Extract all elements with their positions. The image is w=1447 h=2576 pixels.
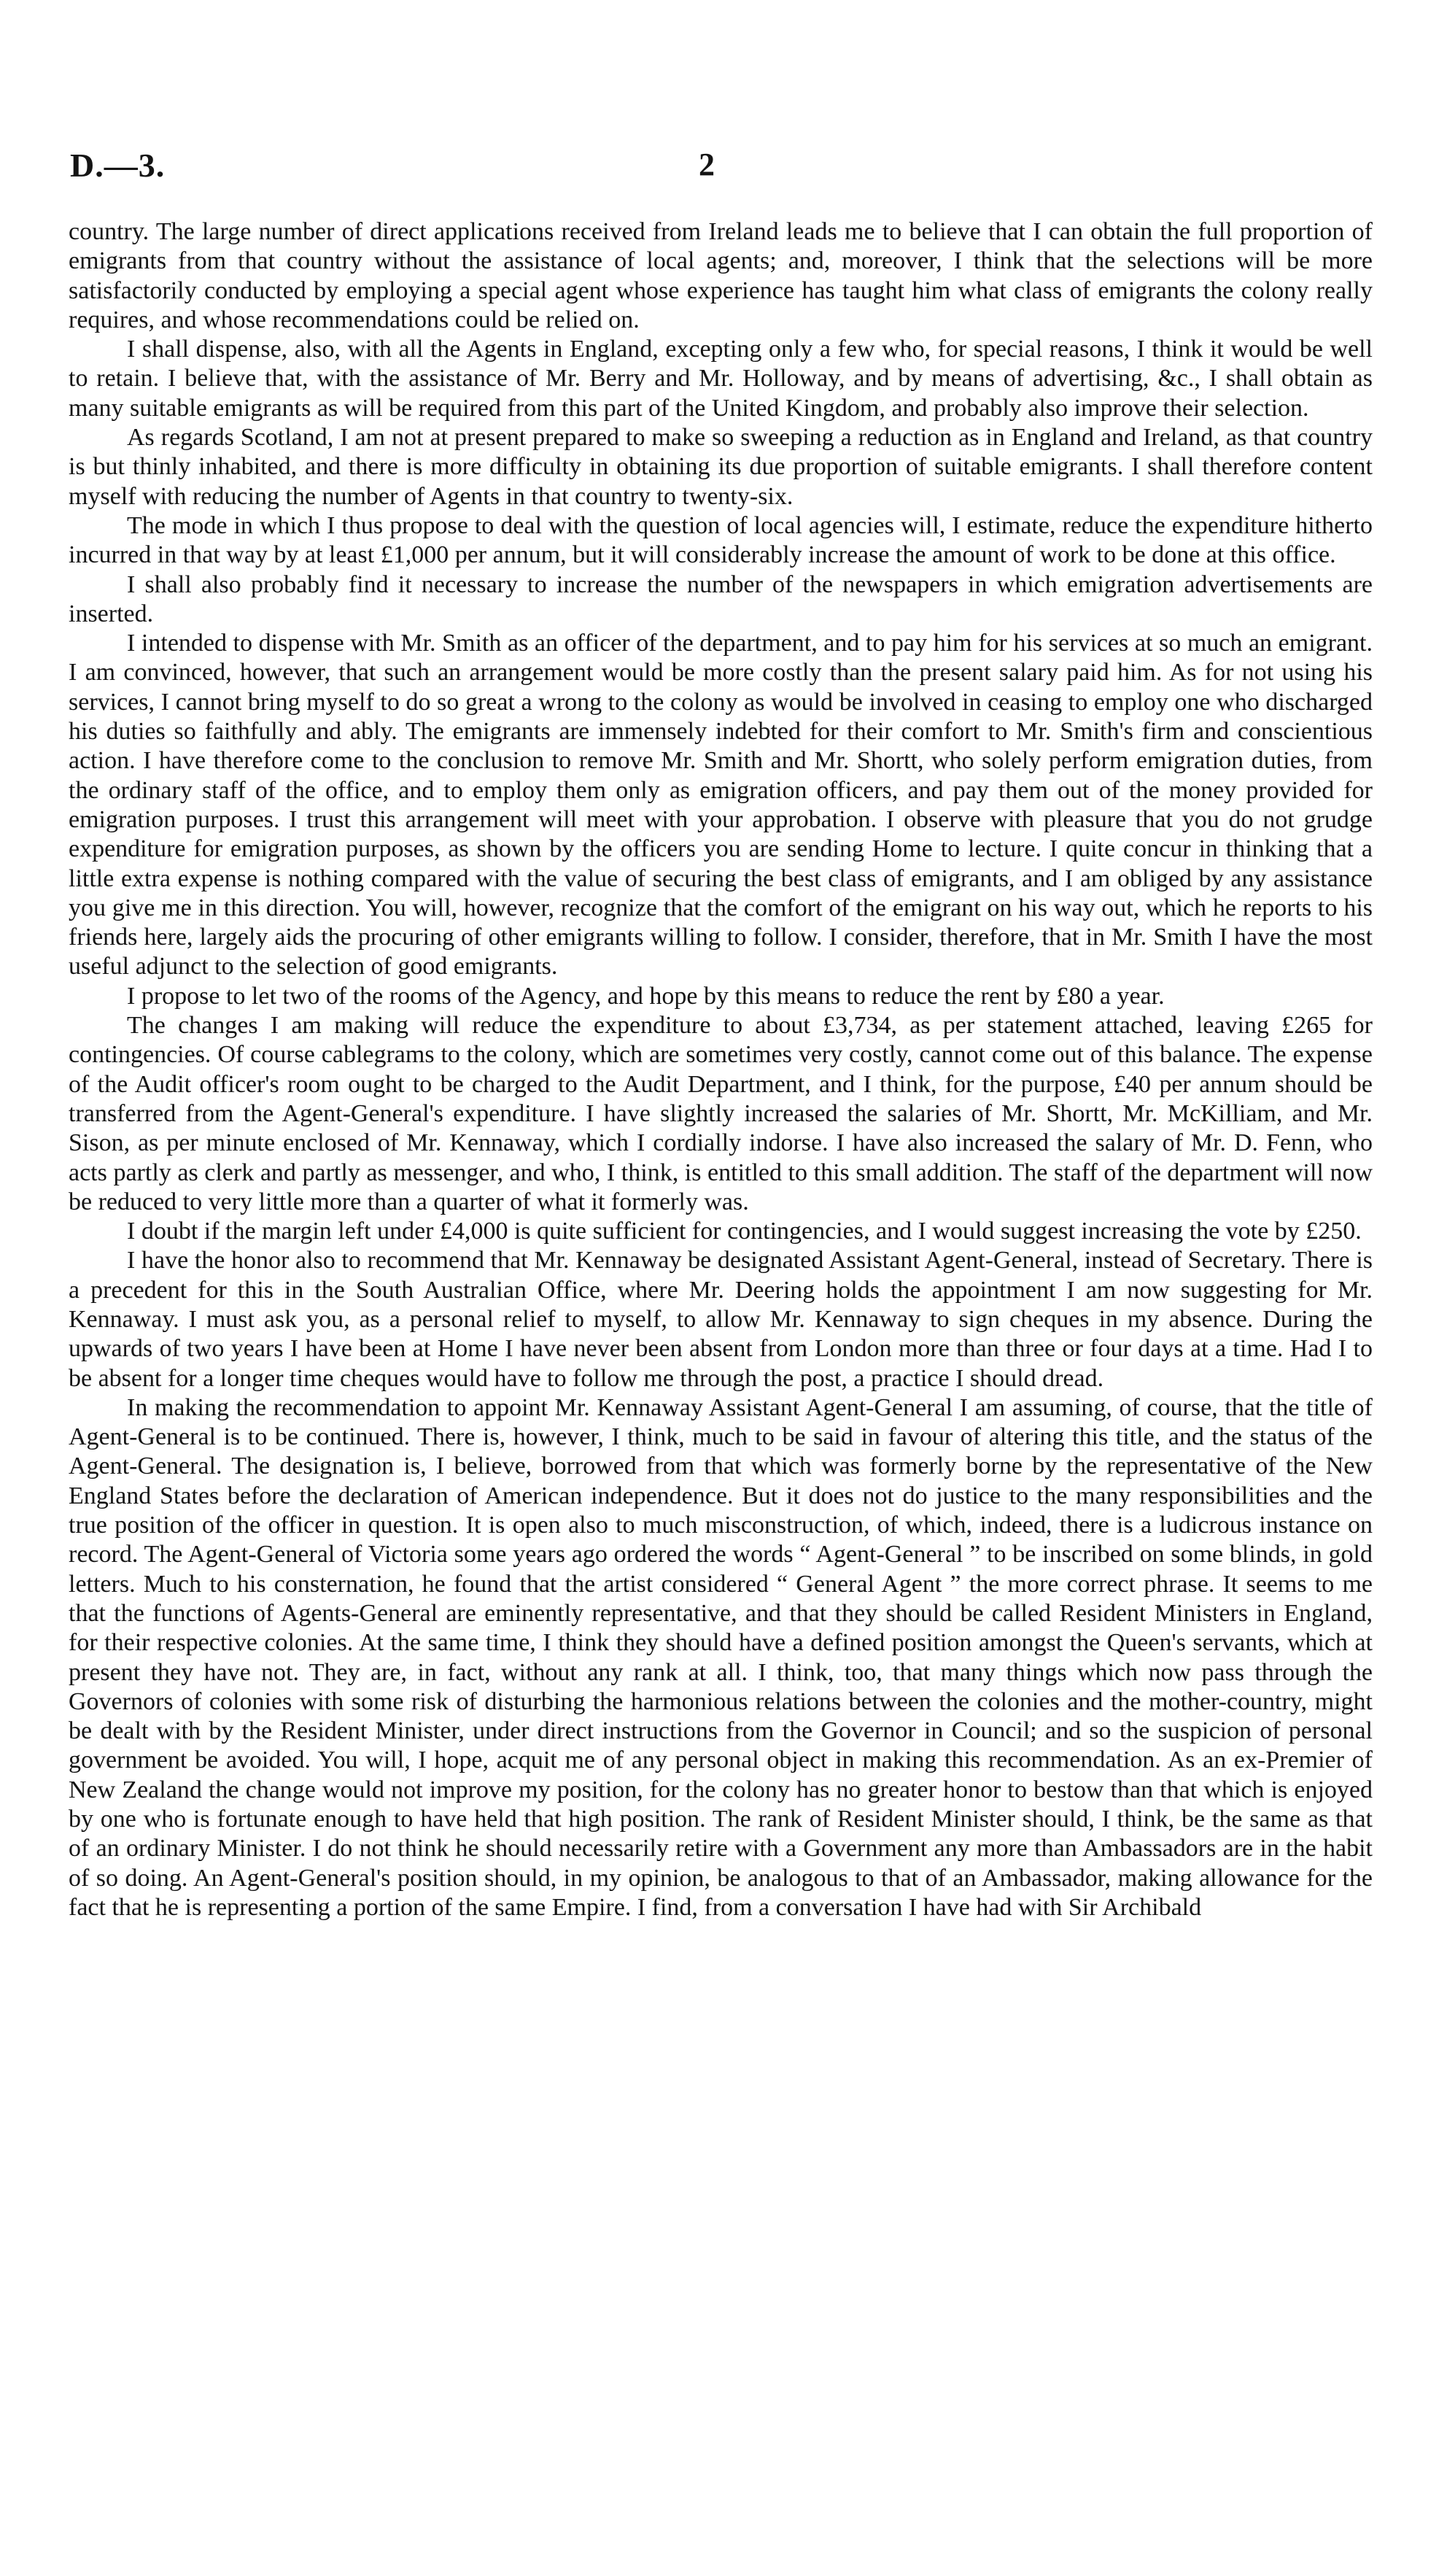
paragraph-continued: country. The large number of direct applications received from Ireland leads me to believe that I can obtain the full proportion of emigrants from that country without the assistance of local agents; and, moreover, I think that the selections will be more satisfactorily conducted by employing a special agent whose experience has taught him what class of emigrants the colony really requires, and whose recommendations could be relied on. (69, 218, 1373, 333)
paragraph-margin: I doubt if the margin left under £4,000 is quite sufficient for contingencies, and I would suggest increasing the vote by £250. (127, 1218, 1362, 1245)
paragraph-rooms: I propose to let two of the rooms of the Agency, and hope by this means to reduce the rent by £80 a year. (127, 982, 1165, 1010)
page-number: 2 (699, 147, 715, 182)
paragraph-expenditure: The changes I am making will reduce the expenditure to about £3,734, as per statement attached, leaving £265 for contingencies. Of course cablegrams to the colony, which are sometimes very costly, cannot come out of this balance. The expense of the Audit officer's room ought to be charged to the Audit Department, and I think, for the purpose, £40 per annum should be transferred from the Agent-General's expenditure. I have slightly increased the salaries of Mr. Shortt, Mr. McKilliam, and Mr. Sison, as per minute enclosed of Mr. Kennaway, which I cordially indorse. I have also increased the salary of Mr. D. Fenn, who acts partly as clerk and partly as messenger, and who, I think, is entitled to this small addition. The staff of the department will now be reduced to very little more than a quarter of what it formerly was. (69, 1012, 1373, 1215)
paragraph-kennaway: I have the honor also to recommend that Mr. Kennaway be designated Assistant Agent-General, instead of Secretary. There is a precedent for this in the South Australian Office, where Mr. Deering holds the appointment I am now suggesting for Mr. Kennaway. I must ask you, as a personal relief to myself, to allow Mr. Kennaway to sign cheques in my absence. During the upwards of two years I have been at Home I have never been absent from London more than three or four days at a time. Had I to be absent for a longer time cheques would have to follow me through the post, a practice I should dread. (69, 1247, 1373, 1392)
paragraph-scotland: As regards Scotland, I am not at present prepared to make so sweeping a reduction as in England and Ireland, as that country is but thinly inhabited, and there is more difficulty in obtaining its due proportion of suitable emigrants. I shall therefore content myself with reducing the number of Agents in that country to twenty-six. (69, 424, 1373, 510)
paragraph-agent-general-title: In making the recommendation to appoint Mr. Kennaway Assistant Agent-General I am assuming, of course, that the title of Agent-General is to be continued. There is, however, I think, much to be said in favour of altering this title, and the status of the Agent-General. The designation is, I believe, borrowed from that which was formerly borne by the representative of the New England States before the declaration of American independence. But it does not do justice to the many responsibilities and the true position of the officer in question. It is open also to much misconstruction, of which, indeed, there is a ludicrous instance on record. The Agent-General of Victoria some years ago ordered the words “ Agent-General ” to be inscribed on some blinds, in gold letters. Much to his consternation, he found that the artist considered “ General Agent ” the more correct phrase. It seems to me that the functions of Agents-General are eminently representative, and that they should be called Resident Ministers in England, for their respective colonies. At the same time, I think they should have a defined position amongst the Queen's servants, which at present they have not. They are, in fact, without any rank at all. I think, too, that many things which now pass through the Governors of colonies with some risk of disturbing the harmonious relations between the colonies and the mother-country, might be dealt with by the Resident Minister, under direct instructions from the Governor in Council; and so the suspicion of personal government be avoided. You will, I hope, acquit me of any personal object in making this recommendation. As an ex-Premier of New Zealand the change would not improve my position, for the colony has no greater honor to bestow than that which is enjoyed by one who is fortunate enough to have held that high position. The rank of Resident Minister should, I think, be the same as that of an ordinary Minister. I do not think he should necessarily retire with a Government any more than Ambassadors are in the habit of so doing. An Agent-General's position should, in my opinion, be analogous to that of an Ambassador, making allowance for the fact that he is representing a portion of the same Empire. I find, from a conversation I have had with Sir Archibald (69, 1393, 1373, 1921)
paragraph-mr-smith: I intended to dispense with Mr. Smith as an officer of the department, and to pay him for his services at so much an emigrant. I am convinced, however, that such an arrangement would be more costly than the present salary paid him. As for not using his services, I cannot bring myself to do so great a wrong to the colony as would be involved in ceasing to employ one who discharged his duties so faithfully and ably. The emigrants are immensely indebted for their comfort to Mr. Smith's firm and conscientious action. I have therefore come to the conclusion to remove Mr. Smith and Mr. Shortt, who solely perform emigration duties, from the ordinary staff of the office, and to employ them only as emigration officers, and pay them out of the money provided for emigration purposes. I trust this arrangement will meet with your approbation. I observe with pleasure that you do not grudge expenditure for emigration purposes, as shown by the officers you are sending Home to lecture. I quite concur in thinking that a little extra expense is nothing compared with the value of securing the best class of emigrants, and I am obliged by any assistance you give me in this direction. You will, however, recognize that the comfort of the emigrant on his way out, which he reports to his friends here, largely aids the procuring of other emigrants willing to follow. I consider, therefore, that in Mr. Smith I have the most useful adjunct to the selection of good emigrants. (69, 630, 1373, 980)
paragraph-england-agents: I shall dispense, also, with all the Agents in England, excepting only a few who, for special reasons, I think it would be well to retain. I believe that, with the assistance of Mr. Berry and Mr. Holloway, and by means of advertising, &c., I shall obtain as many suitable emigrants as will be required from this part of the United Kingdom, and probably also improve their selection. (69, 336, 1373, 422)
page-header (70, 146, 1368, 197)
document-reference: D.—3. (70, 147, 166, 184)
paragraph-local-agencies: The mode in which I thus propose to deal with the question of local agencies will, I estimate, reduce the expenditure hitherto incurred in that way by at least £1,000 per annum, but it will considerably increase the amount of work to be done at this office. (69, 511, 1373, 569)
paragraph-newspapers: I shall also probably find it necessary to increase the number of the newspapers in which emigration advertisements are inserted. (69, 570, 1373, 627)
body-text (69, 217, 1373, 1922)
